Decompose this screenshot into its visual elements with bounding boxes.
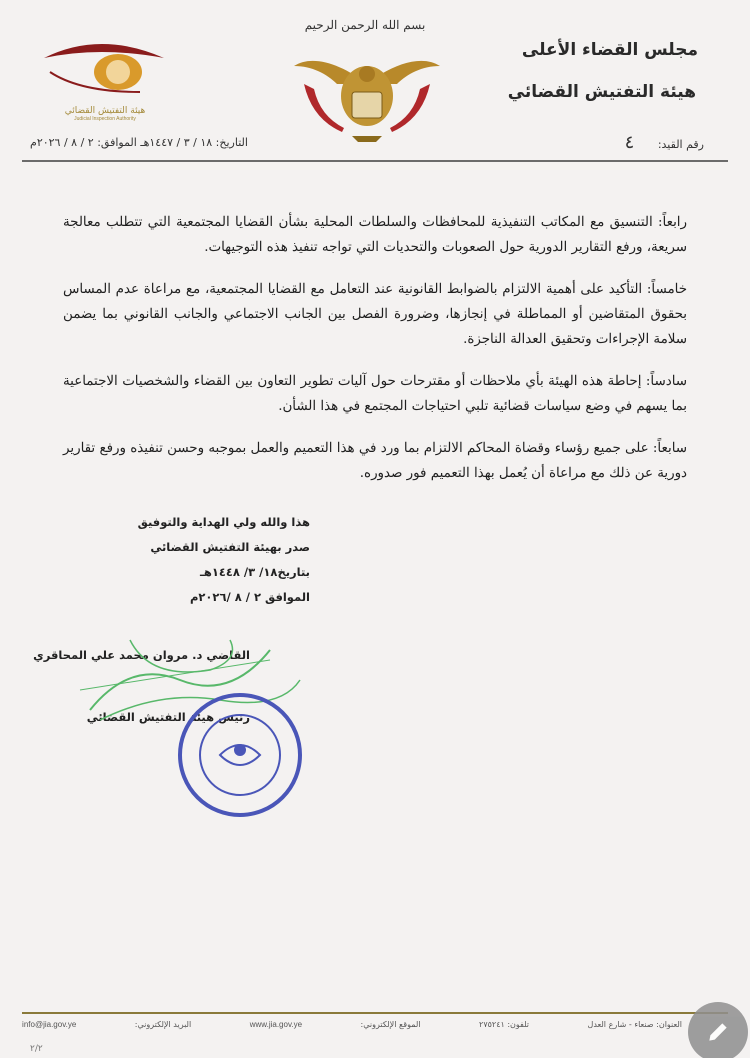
paragraph-fifth: خامساً: التأكيد على أهمية الالتزام بالضوابط القانونية عند التعامل مع القضايا المجتمعية، مع مراعاة عدم المساس بحقوق المتقاضين أو المماطلة في إنجازها، وضرورة الفصل بين الجانب الاجتماعي والجانب القانوني بما يضمن سلامة الإجراءات وتحقيق العدالة الناجزة. xyxy=(63,282,687,347)
footer-email-label: البريد الإلكتروني: xyxy=(134,1020,192,1029)
footer-address: العنوان: صنعاء - شارع العدل xyxy=(587,1020,682,1029)
signatory-name: القاضي د. مروان محمد علي المحاقري xyxy=(33,648,250,662)
date-line: التاريخ: ١٨ / ٣ / ١٤٤٧هـ الموافق: ٢ / ٨ / ٢٠٢٦م xyxy=(30,136,248,149)
page-number: ٢/٢ xyxy=(30,1044,43,1054)
org-name-authority: هيئة التفتيش القضائي xyxy=(507,82,696,102)
footer-rule xyxy=(22,1012,728,1014)
closing-line-3: بتاريخ١٨/ ٣/ ١٤٤٨هـ xyxy=(199,565,310,579)
organization-block xyxy=(508,40,698,102)
footer-phone: تلفون: ٢٧٥٢٤١ xyxy=(479,1020,529,1029)
closing-line-4: الموافق ٢ / ٨ /٢٠٢٦م xyxy=(189,590,310,604)
basmala: بسم الله الرحمن الرحيم xyxy=(304,18,426,32)
letterhead xyxy=(0,0,750,160)
paragraph-fourth: رابعاً: التنسيق مع المكاتب التنفيذية للمحافظات والسلطات المحلية بشأن القضايا المجتمعية التي تتطلب معالجة سريعة، ورفع التقارير الدورية حول الصعوبات والتحديات التي تواجه تنفيذ هذه التوجيهات. xyxy=(63,215,687,255)
edit-button[interactable] xyxy=(688,1002,748,1058)
org-name-council: مجلس القضاء الأعلى xyxy=(521,40,698,60)
reference-value: ٤ xyxy=(624,132,635,153)
paragraph-seventh: سابعاً: على جميع رؤساء وقضاة المحاكم الالتزام بما ورد في هذا التعميم والعمل بموجبه وحسن تنفيذه ورفع تقارير دورية عن ذلك مع مراعاة أن يُعمل بهذا التعميم فور صدوره. xyxy=(63,441,687,481)
footer-website-label: الموقع الإلكتروني: xyxy=(360,1020,421,1029)
official-stamp xyxy=(175,690,305,824)
letter-body xyxy=(63,210,687,503)
authority-logo xyxy=(40,36,170,122)
signatory-title: رئيس هيئة التفتيش القضائي xyxy=(86,710,250,724)
closing-block xyxy=(138,510,310,610)
logo-caption-en: Judicial Inspection Authority xyxy=(74,116,136,122)
logo-caption: هيئة التفتيش القضائي xyxy=(64,106,146,116)
footer xyxy=(22,1020,682,1029)
reference-label: رقم القيد: xyxy=(657,138,704,151)
footer-website[interactable]: www.jia.gov.ye xyxy=(249,1020,303,1029)
pencil-icon xyxy=(705,1019,731,1045)
reference-number xyxy=(605,132,704,153)
closing-line-2: صدر بهيئة التفتيش القضائي xyxy=(150,540,310,554)
closing-line-1: هذا والله ولي الهداية والتوفيق xyxy=(137,515,310,529)
footer-email[interactable]: info@jia.gov.ye xyxy=(22,1020,77,1029)
header-rule xyxy=(22,160,728,162)
reference-line xyxy=(30,132,704,153)
paragraph-sixth: سادساً: إحاطة هذه الهيئة بأي ملاحظات أو مقترحات حول آليات تطوير التعاون بين القضاء والشخصيات الاجتماعية بما يسهم في وضع سياسات قضائية تلبي احتياجات المجتمع في هذا الشأن. xyxy=(63,374,687,414)
